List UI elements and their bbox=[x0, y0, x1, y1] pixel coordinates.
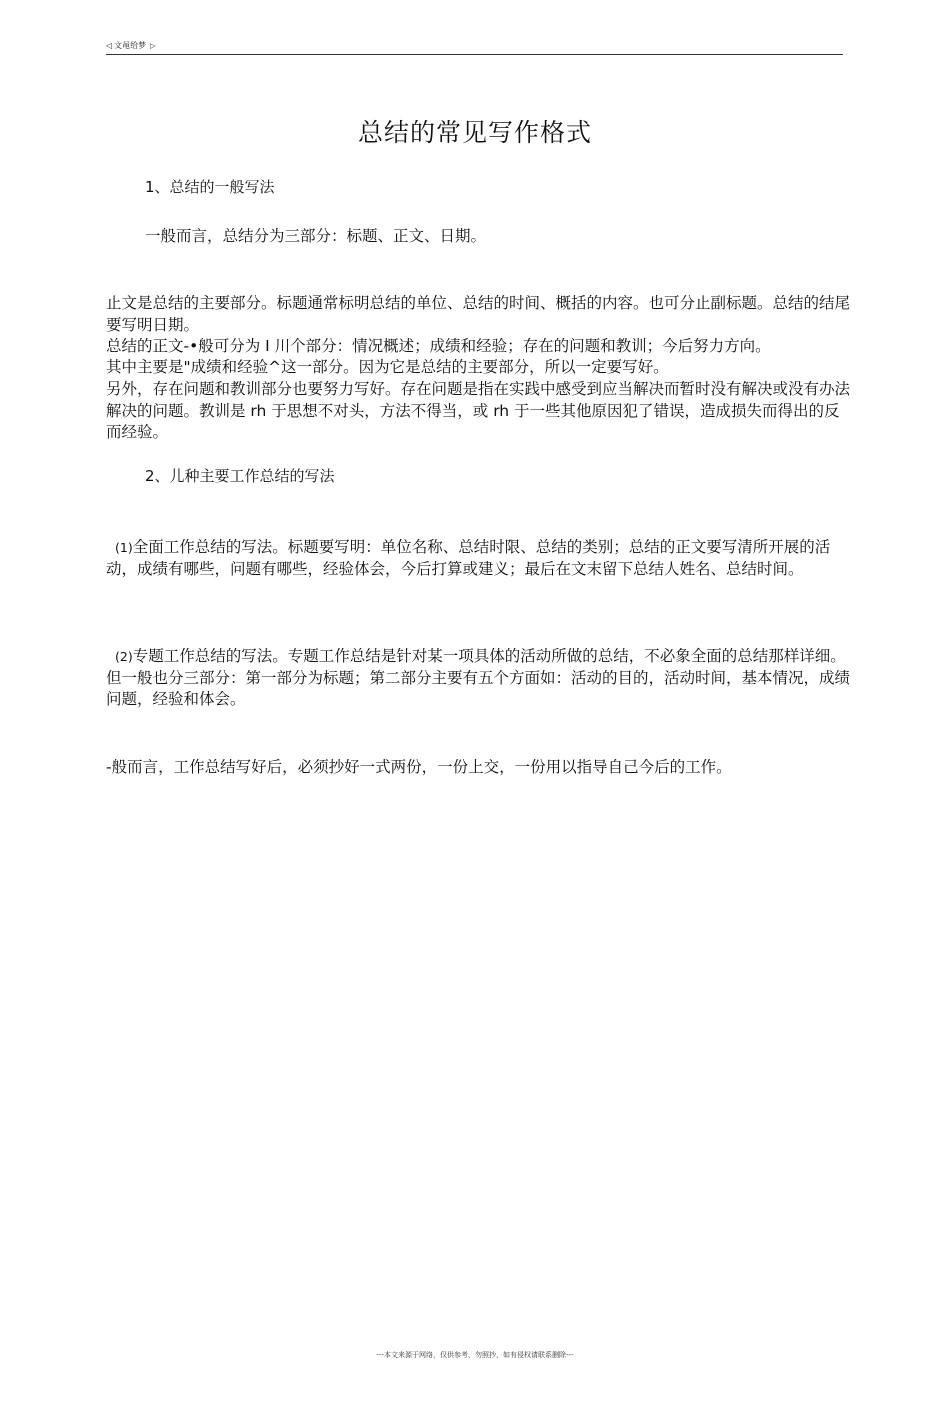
list-item-number: (2) bbox=[115, 649, 133, 664]
page-footer: ---本文来源于网络，仅供参考，勿照抄，如有侵权请联系删除--- bbox=[376, 1351, 574, 1359]
section-1-heading: 1、总结的一般写法 bbox=[145, 178, 275, 196]
closing-paragraph: -般而言，工作总结写好后，必须抄好一式两份，一份上交，一份用以指导自己今后的工作。 bbox=[106, 758, 732, 776]
list-item-comprehensive bbox=[106, 537, 852, 580]
intro-paragraph: 一般而言，总结分为三部分：标题、正文、日期。 bbox=[145, 227, 487, 245]
page-header bbox=[106, 40, 843, 55]
header-text: 文黾给梦 bbox=[114, 41, 147, 50]
list-item-number: (1) bbox=[115, 540, 133, 555]
paragraph-main-part: 止文是总结的主要部分。标题通常标明总结的单位、总结的时间、概括的内容。也可分止副标题。总结的结尾要写明日期。 bbox=[106, 294, 851, 334]
list-item-text: 全面工作总结的写法。标题要写明：单位名称、总结时限、总结的类别；总结的正文要写清所开展的活动，成绩有哪些，问题有哪些，经验体会，今后打算或建义；最后在文末留下总结人姓名、总结时间。 bbox=[106, 538, 831, 578]
paragraph-problems-lessons: 另外，存在问题和教训部分也要努力写好。存在问题是指在实践中感受到应当解决而暂时没有解决或没有办法解决的问题。教训是 rh 于思想不对头，方法不得当，或 rh 于一些其他原因犯了错误，造成损失而得出的反而经验。 bbox=[106, 380, 851, 441]
section-2-heading: 2、儿种主要工作总结的写法 bbox=[145, 467, 335, 485]
left-triangle-icon: ◁ bbox=[106, 41, 113, 50]
paragraph-key-section: 其中主要是"成绩和经验^这一部分。因为它是总结的主要部分，所以一定要写好。 bbox=[106, 358, 669, 376]
list-item-special bbox=[106, 646, 852, 711]
list-item-text: 专题工作总结的写法。专题工作总结是针对某一项具体的活动所做的总结，不必象全面的总结那样详细。但一般也分三部分：第一部分为标题；第二部分主要有五个方面如：活动的目的，活动时间，基本情况，成绩问题，经验和体会。 bbox=[106, 647, 851, 708]
paragraph-body-parts: 总结的正文-•般可分为 I 川个部分：情况概述；成绩和经验；存在的问题和教训；今后努力方向。 bbox=[106, 337, 771, 355]
right-triangle-icon: ▷ bbox=[150, 42, 156, 50]
document-title: 总结的常见写作格式 bbox=[357, 118, 592, 147]
